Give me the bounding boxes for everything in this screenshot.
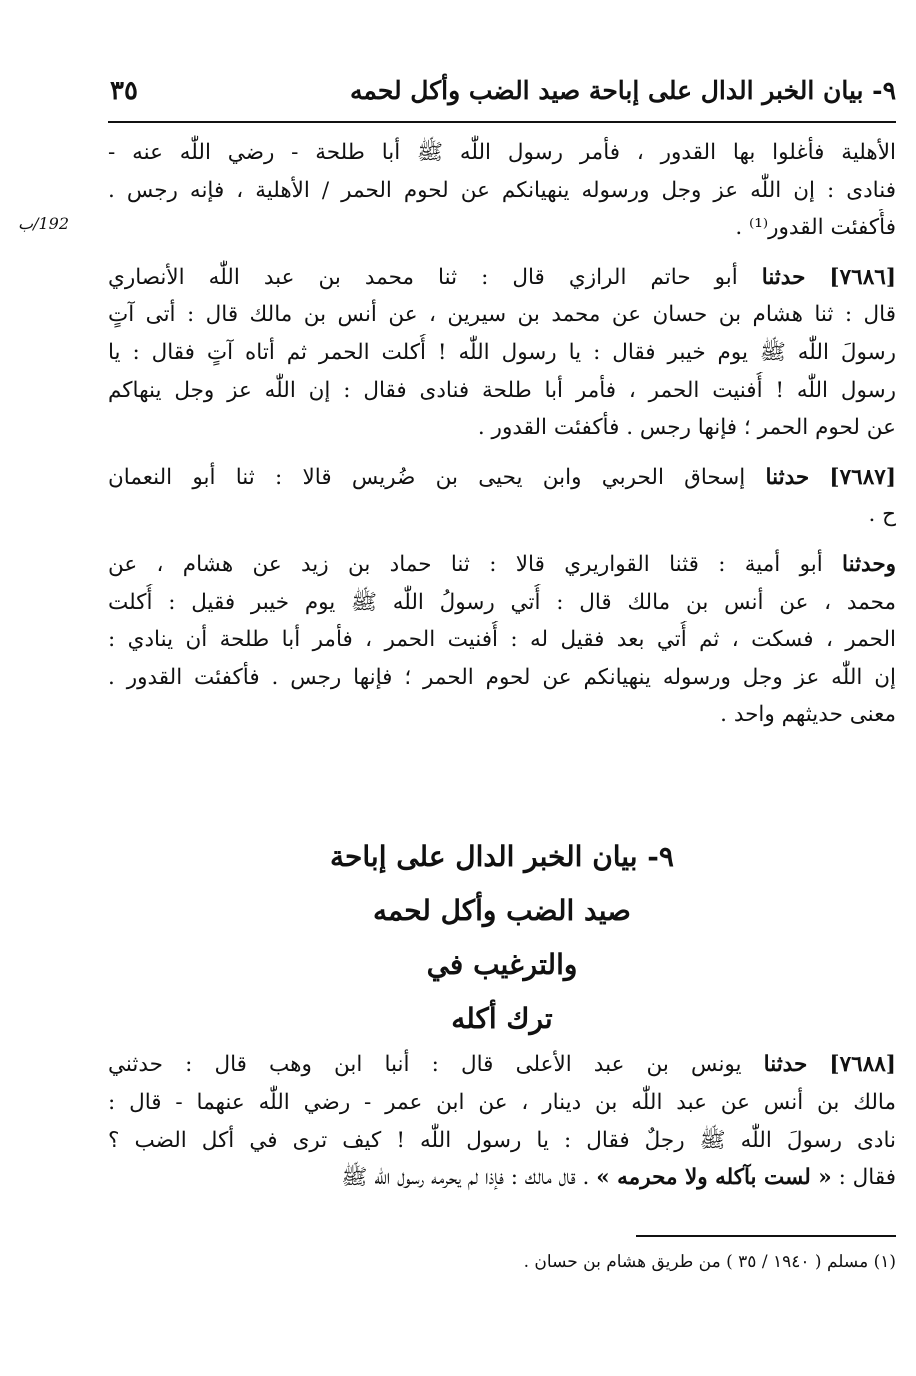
footnote: (١) مسلم ( ١٩٤٠ / ٣٥ ) من طريق هشام بن حسان . <box>523 1252 896 1272</box>
text-line <box>108 459 896 497</box>
text-line: فنادى : إن اللّٰه عز وجل ورسوله ينهيانكم عن لحوم الحمر / الأهلية ، فإنه رجس . <box>108 177 896 203</box>
text-span: . قال مالك : فإذا لم يحرمه رسول اللّٰه ﷺ <box>341 1165 590 1191</box>
text-line: قال : ثنا هشام بن حسان عن محمد بن سيرين ، عن أنس بن مالك قال : أتى آتٍ <box>108 302 896 328</box>
hadith-number: [٧٦٨٧] <box>829 464 896 490</box>
text-span: يونس بن عبد الأعلى قال : أنبا ابن وهب قال : حدثني <box>108 1052 742 1077</box>
hadith-number: [٧٦٨٦] <box>829 264 896 290</box>
text-line: رسول اللّٰه ! أُفنيت الحمر ، فأمر أبا طلحة فنادى فقال : إن اللّٰه عز وجل ينهاكم <box>108 377 896 403</box>
hadith-lead: وحدثنا <box>842 551 896 577</box>
heading-line: والترغيب في <box>426 948 578 981</box>
text-line: الحمر ، فسكت ، ثم أُتي بعد فقيل له : أُفنيت الحمر ، فأمر أبا طلحة أن ينادي : <box>108 627 896 653</box>
heading-line: ٩- بيان الخبر الدال على إباحة <box>330 840 674 873</box>
hadith-lead: حدثنا <box>761 264 806 290</box>
text-line: ح . <box>868 502 896 528</box>
text-line: عن لحوم الحمر ؛ فإنها رجس . فأكفئت القدور . <box>477 415 896 441</box>
hadith-7687 <box>108 459 896 534</box>
footnote-rule <box>636 1235 896 1237</box>
hadith-lead: حدثنا <box>765 464 810 490</box>
paragraph-continuation <box>108 134 896 247</box>
text-line: محمد ، عن أنس بن مالك قال : أُتي رسولُ اللّٰه ﷺ يوم خيبر فقيل : أُكلت <box>108 589 896 615</box>
hadith-7687-chain-2 <box>108 546 896 734</box>
manuscript-folio-note: 192/ب <box>18 214 69 233</box>
hadith-7688 <box>108 1046 896 1197</box>
text-line <box>108 259 896 297</box>
hadith-7686 <box>108 259 896 447</box>
text-span: أبو أمية : قثنا القواريري قالا : ثنا حماد بن زيد عن هشام ، عن <box>108 551 823 577</box>
text-line: معنى حديثهم واحد . <box>720 702 896 728</box>
running-header <box>110 70 896 116</box>
text-span: إسحاق الحربي وابن يحيى بن ضُريس قالا : ثنا أبو النعمان <box>108 464 746 490</box>
text-line: نادى رسولَ اللّٰه ﷺ رجلٌ فقال : يا رسول اللّٰه ! كيف ترى في أكل الضب ؟ <box>108 1127 896 1153</box>
text-line <box>108 546 896 584</box>
text-span: أبو حاتم الرازي قال : ثنا محمد بن عبد اللّٰه الأنصاري <box>108 264 738 290</box>
page-number: ٣٥ <box>110 76 138 106</box>
text-line <box>108 1159 896 1197</box>
text-line <box>108 1046 896 1084</box>
text-line: مالك بن أنس عن عبد اللّٰه بن دينار ، عن ابن عمر - رضي اللّٰه عنهما - قال : <box>108 1089 896 1115</box>
header-rule <box>108 121 896 123</box>
text-line: فأُكفئت القدور⁽¹⁾ . <box>735 215 896 241</box>
heading-line: صيد الضب وأكل لحمه <box>373 894 631 927</box>
text-span: فقال : <box>838 1165 896 1191</box>
hadith-number: [٧٦٨٨] <box>829 1052 896 1077</box>
text-line: إن اللّٰه عز وجل ورسوله ينهيانكم عن لحوم الحمر ؛ فإنها رجس . فأكفئت القدور . <box>108 664 896 690</box>
hadith-lead: حدثنا <box>763 1052 808 1077</box>
section-heading <box>108 830 896 1046</box>
header-title: ٩- بيان الخبر الدال على إباحة صيد الضب وأكل لحمه <box>349 76 896 105</box>
body-text <box>108 134 896 734</box>
text-line: رسولَ اللّٰه ﷺ يوم خيبر فقال : يا رسول اللّٰه ! أُكلت الحمر ثم أتاه آتٍ فقال : يا <box>108 339 896 365</box>
heading-line: ترك أكله <box>451 1002 553 1035</box>
text-line: الأهلية فأغلوا بها القدور ، فأمر رسول اللّٰه ﷺ أبا طلحة - رضي اللّٰه عنه - <box>108 140 896 165</box>
prophetic-quote: « لست بآكله ولا محرمه » <box>596 1165 832 1191</box>
